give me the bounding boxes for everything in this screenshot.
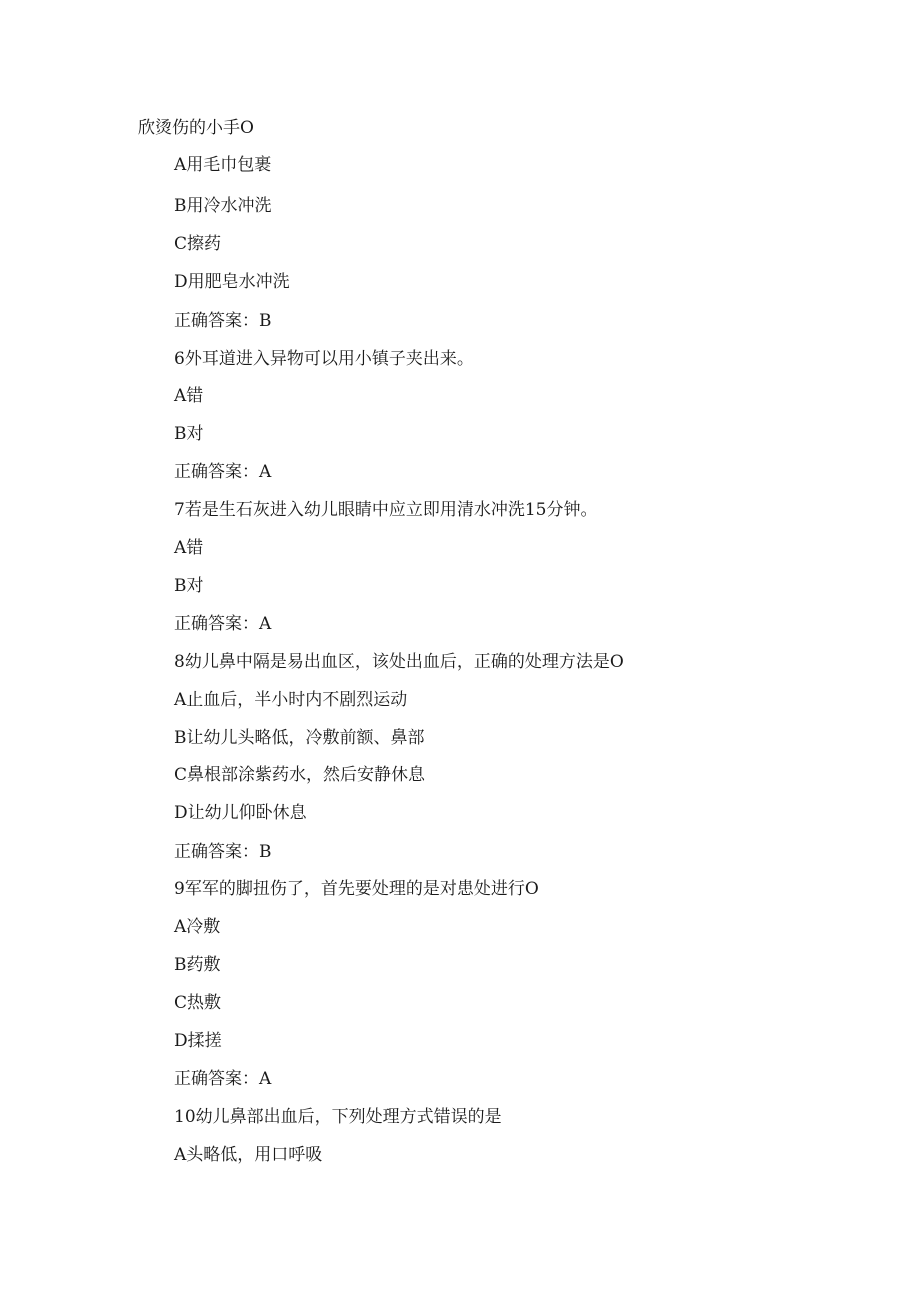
question-stem-line: 欣烫伤的小手O: [138, 118, 254, 138]
question-stem: 6外耳道进入异物可以用小镇子夹出来。: [174, 349, 474, 369]
question-stem: 9军军的脚扭伤了，首先要处理的是对患处进行O: [174, 879, 539, 899]
answer-option: A止血后，半小时内不剧烈运动: [174, 690, 408, 710]
answer-option: B药敷: [174, 955, 221, 975]
answer-option: B用冷水冲洗: [174, 196, 272, 216]
answer-option: C鼻根部涂紫药水，然后安静休息: [174, 765, 426, 785]
answer-option: A头略低，用口呼吸: [174, 1145, 323, 1165]
question-stem: 8幼儿鼻中隔是易出血区，该处出血后，正确的处理方法是O: [174, 652, 624, 672]
correct-answer: 正确答案：A: [174, 1069, 272, 1089]
answer-option: B对: [174, 576, 204, 596]
answer-option: D让幼儿仰卧休息: [174, 803, 307, 823]
answer-option: B对: [174, 424, 204, 444]
question-stem: 7若是生石灰进入幼儿眼睛中应立即用清水冲洗15分钟。: [174, 500, 598, 520]
correct-answer: 正确答案：A: [174, 462, 272, 482]
answer-option: D用肥皂水冲洗: [174, 272, 290, 292]
answer-option: A错: [174, 538, 204, 558]
answer-option: D揉搓: [174, 1031, 222, 1051]
answer-option: C擦药: [174, 234, 222, 254]
correct-answer: 正确答案：B: [174, 311, 272, 331]
correct-answer: 正确答案：B: [174, 842, 272, 862]
answer-option: A错: [174, 386, 204, 406]
answer-option: A冷敷: [174, 917, 221, 937]
answer-option: A用毛巾包裹: [174, 155, 272, 175]
answer-option: C热敷: [174, 993, 222, 1013]
correct-answer: 正确答案：A: [174, 614, 272, 634]
question-stem: 10幼儿鼻部出血后，下列处理方式错误的是: [174, 1107, 502, 1127]
answer-option: B让幼儿头略低，冷敷前额、鼻部: [174, 728, 425, 748]
